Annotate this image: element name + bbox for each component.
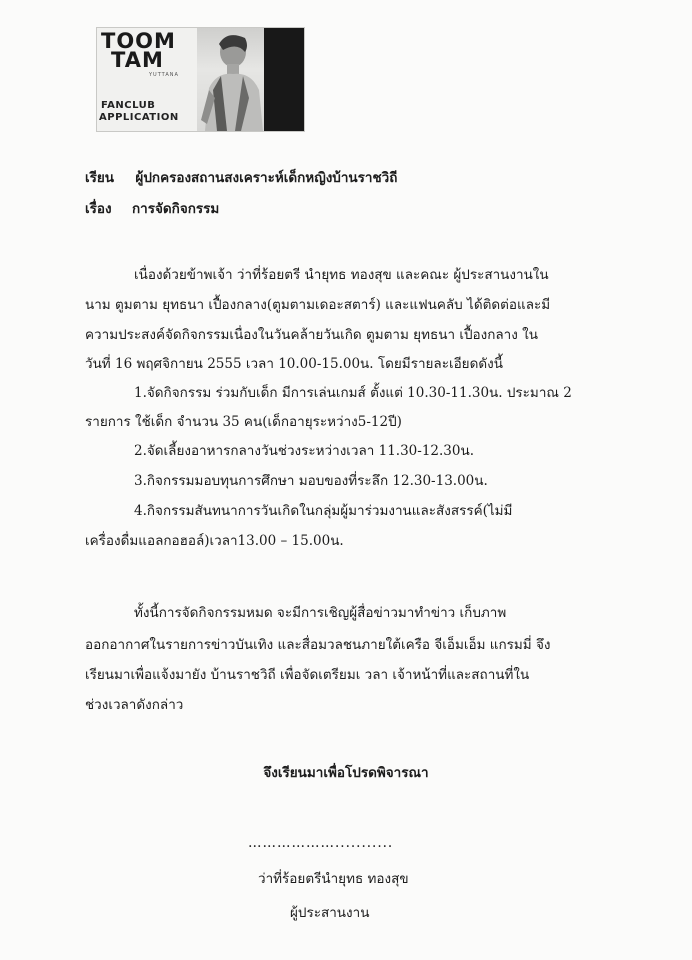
closing-line: ออกอากาศในรายการข่าวบันเทิง และสื่อมวลชนภายใต้เครือ จีเอ็มเอ็ม แกรมมี่ จึง — [85, 637, 551, 653]
intro-line: ความประสงค์จัดกิจกรรมเนื่องในวันคล้ายวันเกิด ตูมตาม ยุทธนา เปื้องกลาง ใน — [85, 327, 538, 343]
signer-role: ผู้ประสานงาน — [290, 905, 370, 921]
banner-title — [99, 100, 179, 124]
banner-dark-bar — [264, 28, 304, 131]
closing-line: เรียนมาเพื่อแจ้งมายัง บ้านราชวิถี เพื่อจัดเตรียมเ วลา เจ้าหน้าที่และสถานที่ใน — [85, 667, 530, 683]
banner-title-line-1: FANCLUB — [101, 100, 156, 111]
recipient-value: ผู้ปกครองสถานสงเคราะห์เด็กหญิงบ้านราชวิถี — [135, 170, 398, 186]
logo-line-1: TOOM — [101, 29, 176, 53]
intro-line: วันที่ 16 พฤศจิกายน 2555 เวลา 10.00-15.00น. โดยมีรายละเอียดดังนี้ — [85, 356, 503, 372]
artist-photo — [197, 28, 267, 131]
signature-dots: ………………........... — [248, 835, 394, 851]
recipient-label: เรียน — [85, 170, 115, 186]
subject-value: การจัดกิจกรรม — [131, 201, 220, 217]
logo-line-2: TAM — [111, 48, 164, 72]
toom-tam-logo — [101, 29, 191, 72]
logo-subtitle: YUTTANA — [149, 72, 179, 78]
recipient-line — [85, 169, 397, 187]
signer-name: ว่าที่ร้อยตรีนำยุทธ ทองสุข — [258, 871, 409, 887]
activity-item: 1.จัดกิจกรรม ร่วมกับเด็ก มีการเล่นเกมส์ ตั้งแต่ 10.30-11.30น. ประมาณ 2 — [134, 385, 572, 401]
activity-item: 3.กิจกรรมมอบทุนการศึกษา มอบของที่ระลึก 12.30-13.00น. — [134, 473, 488, 489]
subject-label: เรื่อง — [85, 201, 112, 217]
banner-title-line-2: APPLICATION — [99, 112, 179, 123]
activity-item: 4.กิจกรรมสันทนาการวันเกิดในกลุ่มผู้มาร่วมงานและสังสรรค์(ไม่มี — [134, 503, 513, 519]
activity-item: รายการ ใช้เด็ก จำนวน 35 คน(เด็กอายุระหว่าง5-12ปี) — [85, 414, 402, 430]
request-line: จึงเรียนมาเพื่อโปรดพิจารณา — [263, 765, 429, 781]
subject-line — [85, 200, 219, 218]
intro-line: นาม ตูมตาม ยุทธนา เปื้องกลาง(ตูมตามเดอะสตาร์) และแฟนคลับ ได้ติดต่อและมี — [85, 297, 551, 313]
closing-line: ช่วงเวลาดังกล่าว — [85, 697, 184, 713]
closing-line: ทั้งนี้การจัดกิจกรรมหมด จะมีการเชิญผู้สื่อข่าวมาทำข่าว เก็บภาพ — [134, 605, 507, 621]
activity-item: เครื่องดื่มแอลกอฮอล์)เวลา13.00 – 15.00น. — [85, 533, 344, 549]
fanclub-banner — [96, 27, 305, 132]
intro-line: เนื่องด้วยข้าพเจ้า ว่าที่ร้อยตรี นำยุทธ ทองสุข และคณะ ผู้ประสานงานใน — [134, 267, 549, 283]
activity-item: 2.จัดเลี้ยงอาหารกลางวันช่วงระหว่างเวลา 11.30-12.30น. — [134, 443, 474, 459]
